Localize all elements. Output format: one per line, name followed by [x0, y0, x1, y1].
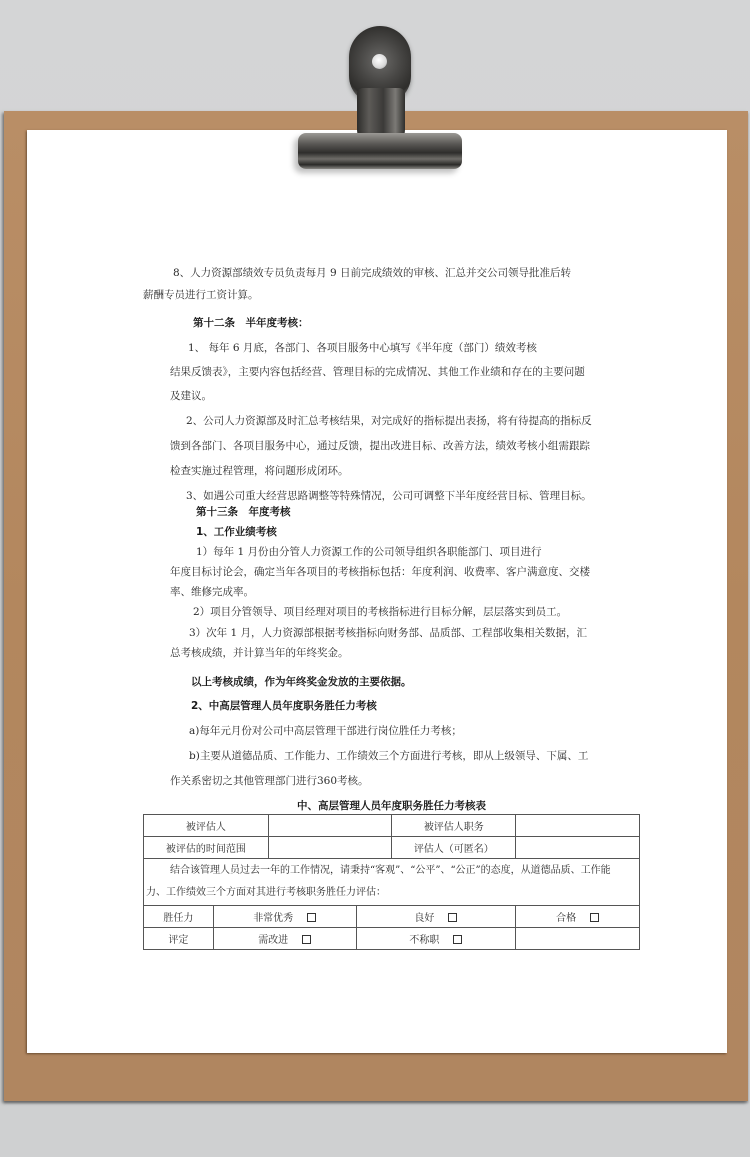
- empty-cell: [516, 928, 640, 950]
- sub2-line1: 2）项目分管领导、项目经理对项目的考核指标进行目标分解，层层落实到员工。: [193, 606, 568, 618]
- evaluatee-field[interactable]: [268, 815, 392, 837]
- sub3-line2: 总考核成绩，并计算当年的年终奖金。: [170, 647, 349, 659]
- instruction-cell: [144, 859, 640, 906]
- evaluator-label: 评估人（可匿名）: [392, 837, 516, 859]
- para-8-line1: 8、人力资源部绩效专员负责每月 9 日前完成绩效的审核、汇总并交公司领导批准后转: [173, 267, 572, 279]
- table-row: [144, 837, 640, 859]
- option-excellent[interactable]: [213, 906, 356, 928]
- article-13-heading: 第十三条 年度考核: [196, 506, 291, 518]
- rating-label-1: 胜任力: [144, 906, 214, 928]
- checkbox-icon[interactable]: [448, 913, 457, 922]
- time-range-field[interactable]: [268, 837, 392, 859]
- time-range-label: 被评估的时间范围: [144, 837, 269, 859]
- evaluatee-position-label: 被评估人职务: [392, 815, 516, 837]
- article-12-item1-line1: 1、 每年 6 月底，各部门、各项目服务中心填写《半年度（部门）绩效考核: [188, 342, 537, 354]
- option-label: 不称职: [409, 935, 440, 946]
- checkbox-icon[interactable]: [453, 935, 462, 944]
- option-label: 合格: [556, 913, 577, 924]
- checkbox-icon[interactable]: [302, 935, 311, 944]
- article-12-item1-line2: 结果反馈表》，主要内容包括经营、管理目标的完成情况、其他工作业绩和存在的主要问题: [170, 366, 585, 378]
- option-qualified[interactable]: [516, 906, 640, 928]
- conclusion-text: 以上考核成绩，作为年终奖金发放的主要依据。: [191, 676, 412, 688]
- sub1-line3: 率、维修完成率。: [170, 586, 254, 598]
- rating-label-2: 评定: [144, 928, 214, 950]
- table-row: [144, 815, 640, 837]
- article-12-heading: 第十二条 半年度考核：: [193, 317, 309, 329]
- sub-a-text: a)每年元月份对公司中高层管理干部进行岗位胜任力考核；: [189, 725, 462, 737]
- clip-bar: [298, 133, 462, 169]
- instruction-line1: 结合该管理人员过去一年的工作情况，请秉持“客观”、“公平”、“公正”的态度，从道德品质、工作能: [170, 865, 611, 876]
- evaluator-field[interactable]: [516, 837, 640, 859]
- article-12-item1-line3: 及建议。: [170, 390, 212, 402]
- evaluatee-position-field[interactable]: [516, 815, 640, 837]
- option-good[interactable]: [356, 906, 516, 928]
- option-label: 需改进: [258, 935, 289, 946]
- instruction-line2: 力、工作绩效三个方面对其进行考核职务胜任力评估：: [146, 887, 386, 898]
- clip-hole: [372, 54, 387, 69]
- article-12-item3-line1: 3、如遇公司重大经营思路调整等特殊情况，公司可调整下半年度经营目标、管理目标。: [186, 490, 592, 502]
- article-12-item2-line1: 2、公司人力资源部及时汇总考核结果，对完成好的指标提出表扬，将有待提高的指标反: [186, 415, 592, 427]
- article-12-item2-line3: 检查实施过程管理，将问题形成闭环。: [170, 465, 349, 477]
- option-label: 良好: [414, 913, 435, 924]
- table-row: [144, 906, 640, 928]
- section-2-heading: 2、中高层管理人员年度职务胜任力考核: [191, 700, 377, 712]
- sub1-line2: 年度目标讨论会，确定当年各项目的考核指标包括：年度利润、收费率、客户满意度、交楼: [170, 566, 590, 578]
- article-12-item2-line2: 馈到各部门、各项目服务中心，通过反馈，提出改进目标、改善方法，绩效考核小组需跟踪: [170, 440, 590, 452]
- para-8-line2: 薪酬专员进行工资计算。: [143, 289, 259, 301]
- table-row: [144, 859, 640, 906]
- competency-evaluation-table: [143, 814, 640, 950]
- sub-b-line2: 作关系密切之其他管理部门进行360考核。: [170, 775, 369, 787]
- evaluatee-label: 被评估人: [144, 815, 269, 837]
- sub3-line1: 3）次年 1 月，人力资源部根据考核指标向财务部、品质部、工程部收集相关数据，汇: [189, 627, 588, 639]
- option-label: 非常优秀: [253, 913, 294, 924]
- option-needs-improvement[interactable]: [213, 928, 356, 950]
- table-caption: 中、高层管理人员年度职务胜任力考核表: [297, 800, 486, 812]
- option-unqualified[interactable]: [356, 928, 516, 950]
- table-row: [144, 928, 640, 950]
- sub1-line1: 1）每年 1 月份由分管人力资源工作的公司领导组织各职能部门、项目进行: [196, 546, 542, 558]
- sub-b-line1: b)主要从道德品质、工作能力、工作绩效三个方面进行考核，即从上级领导、下属、工: [189, 750, 589, 762]
- checkbox-icon[interactable]: [307, 913, 316, 922]
- checkbox-icon[interactable]: [590, 913, 599, 922]
- section-1-heading: 1、工作业绩考核: [196, 526, 277, 538]
